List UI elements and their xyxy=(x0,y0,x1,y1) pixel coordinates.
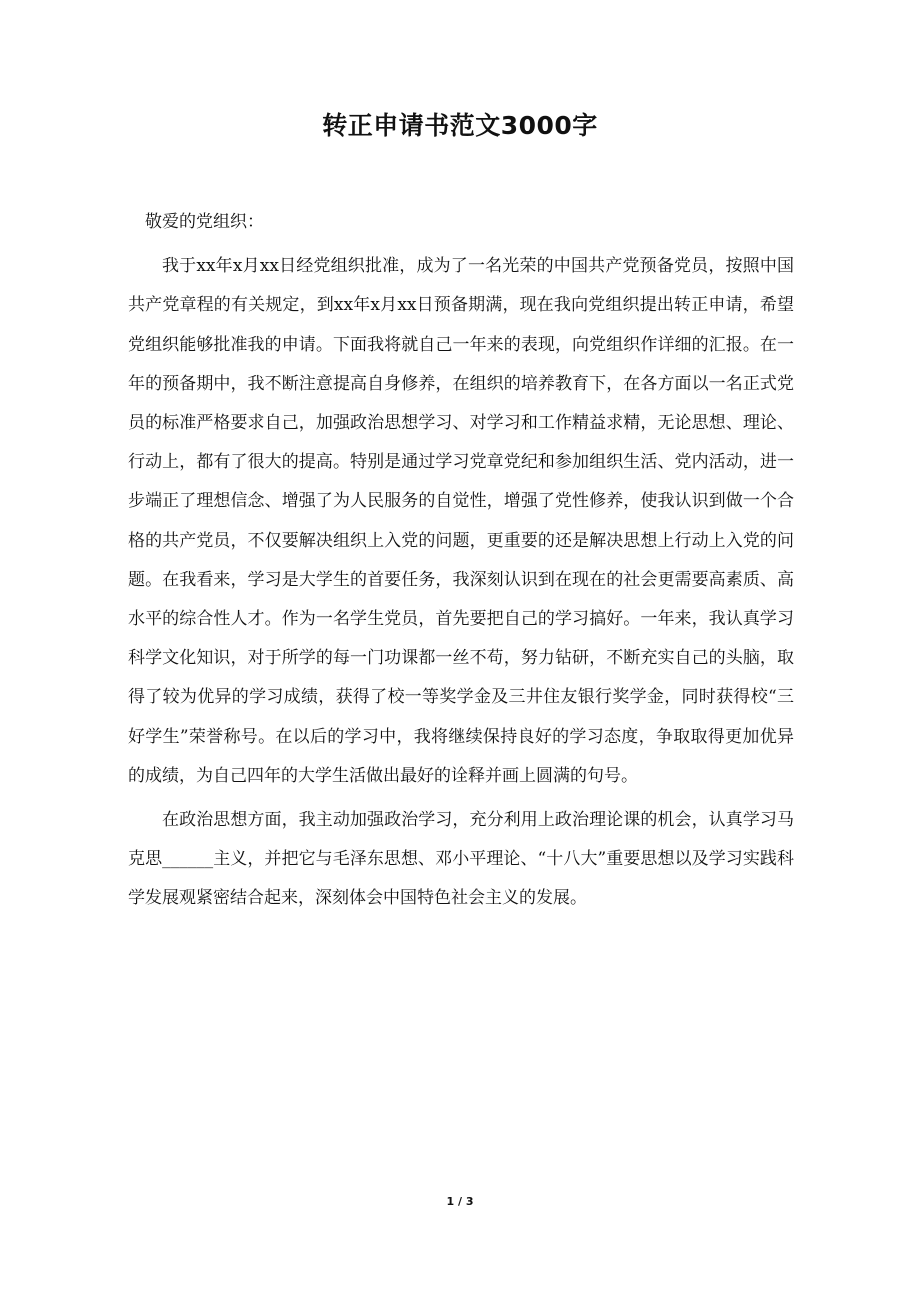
document-body xyxy=(128,203,794,924)
document-title: 转正申请书范文3000字 xyxy=(322,111,598,140)
page-number: 1 / 3 xyxy=(446,1195,474,1208)
paragraph: 在政治思想方面，我主动加强政治学习，充分利用上政治理论课的机会，认真学习马克思______主义，并把它与毛泽东思想、邓小平理论、“十八大”重要思想以及学习实践科学发展观紧密结合起来，深刻体会中国特色社会主义的发展。 xyxy=(128,810,794,909)
salutation: 敬爱的党组织： xyxy=(145,212,264,232)
paragraph: 我于xx年x月xx日经党组织批准，成为了一名光荣的中国共产党预备党员，按照中国共产党章程的有关规定，到xx年x月xx日预备期满，现在我向党组织提出转正申请，希望党组织能够批准我的申请。下面我将就自己一年来的表现，向党组织作详细的汇报。在一年的预备期中，我不断注意提高自身修养，在组织的培养教育下，在各方面以一名正式党员的标准严格要求自己，加强政治思想学习、对学习和工作精益求精，无论思想、理论、行动上，都有了很大的提高。特别是通过学习党章党纪和参加组织生活、党内活动，进一步端正了理想信念、增强了为人民服务的自觉性，增强了党性修养，使我认识到做一个合格的共产党员，不仅要解决组织上入党的问题，更重要的还是解决思想上行动上入党的问题。在我看来，学习是大学生的首要任务，我深刻认识到在现在的社会更需要高素质、高水平的综合性人才。作为一名学生党员，首先要把自己的学习搞好。一年来，我认真学习科学文化知识，对于所学的每一门功课都一丝不苟，努力钻研，不断充实自己的头脑，取得了较为优异的学习成绩，获得了校一等奖学金及三井住友银行奖学金，同时获得校“三好学生”荣誉称号。在以后的学习中，我将继续保持良好的学习态度，争取取得更加优异的成绩，为自己四年的大学生活做出最好的诠释并画上圆满的句号。 xyxy=(128,256,794,786)
